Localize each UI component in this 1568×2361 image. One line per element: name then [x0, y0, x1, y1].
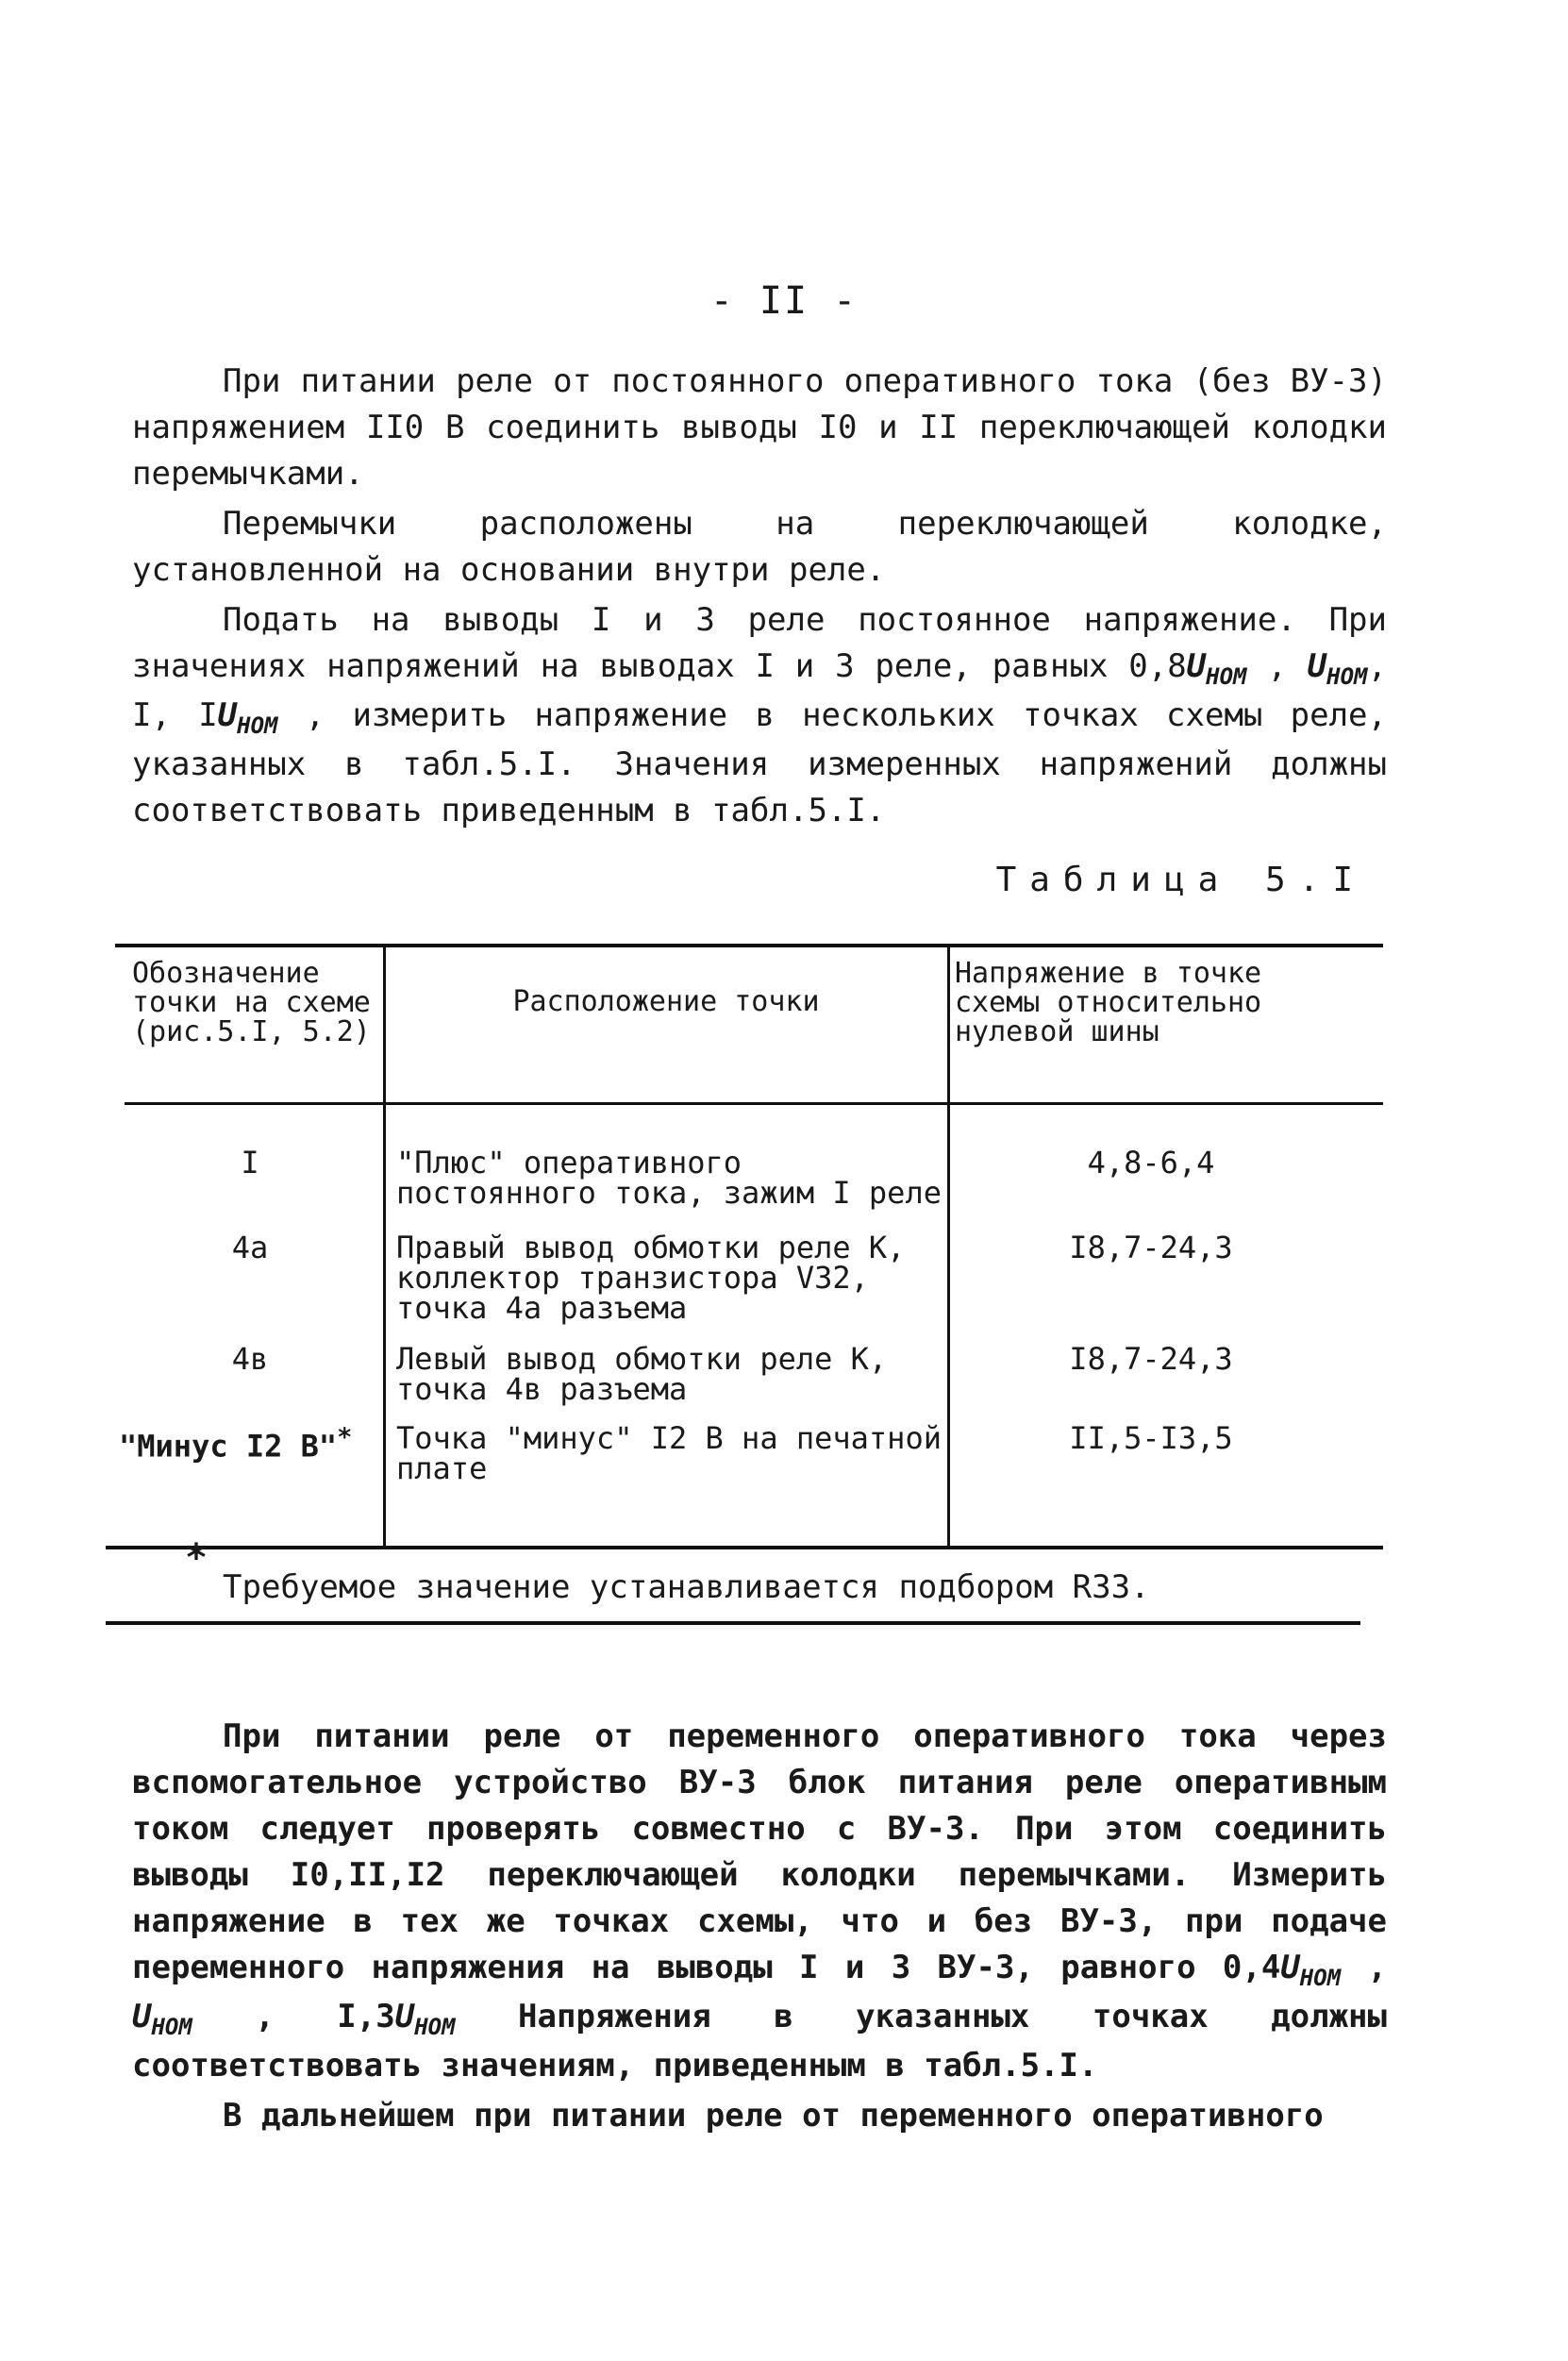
cell-designation: [119, 1423, 383, 1465]
u-symbol: U: [1186, 647, 1207, 685]
page-number: - II -: [709, 279, 859, 323]
u-symbol: U: [132, 1998, 152, 2035]
p4-text-4: Напряжения в указанных точках должны соответствовать значениям, приведенным в табл.5.I.: [132, 1998, 1387, 2085]
table-footnote: Требуемое значение устанавливается подбором R33.: [223, 1568, 1150, 1606]
column-divider-1: [383, 944, 386, 1548]
u-symbol: U: [394, 1998, 415, 2035]
p3-text-1: Подать на выводы I и 3 реле постоянное напряжение. При значениях напряжений на выводах I и 3 реле, равных 0,8: [132, 601, 1387, 685]
column-divider-2: [947, 944, 950, 1548]
p4-text-1: При питании реле от переменного оперативного тока через вспомогательное устройство ВУ-3 блок питания реле оперативным током следует проверять совместно с ВУ-3. При этом соединить выводы I0,II,I2 переключающей колодки перемычками. Измерить напряжение в тех же точках схемы, что и без ВУ-3, при подаче переменного напряжения на выводы I и 3 ВУ-3, равного 0,4: [132, 1717, 1387, 1986]
header-voltage: Напряжение в точке схемы относительно нулевой шины: [955, 957, 1262, 1048]
cell-location: Точка "минус" I2 В на печатной плате: [396, 1420, 942, 1486]
table-caption: Таблица 5.I: [995, 861, 1366, 899]
u-subscript: НОМ: [1206, 663, 1247, 690]
paragraph-dc-supply: При питании реле от постоянного оперативного тока (без ВУ-3) напряжением II0 В соединить выводы I0 и II переключающей колодки перемычками.: [132, 362, 1387, 493]
header-designation: Обозначение точки на схеме (рис.5.I, 5.2): [132, 957, 371, 1048]
cell-designation: 4в: [231, 1341, 269, 1377]
p3-text-3: , I,: [132, 647, 1387, 734]
u-subscript: НОМ: [1326, 663, 1368, 690]
paragraph-ac-supply: [132, 1714, 1387, 2089]
cell-voltage: 4,8-6,4: [1087, 1145, 1215, 1180]
cell-designation: 4а: [231, 1230, 269, 1265]
u-subscript: НОМ: [151, 2014, 192, 2040]
p4-text-2: ,: [1341, 1949, 1387, 1986]
paragraph-continuation: В дальнейшем при питании реле от переменного оперативного: [223, 2097, 1324, 2135]
header-location: Расположение точки: [512, 985, 820, 1018]
cell-voltage: I8,7-24,3: [1069, 1230, 1233, 1265]
designation-text: "Минус I2 В": [119, 1428, 338, 1465]
cell-location: "Плюс" оперативного постоянного тока, зажим I реле: [396, 1145, 942, 1211]
cell-voltage: II,5-I3,5: [1069, 1420, 1233, 1456]
paragraph-measure-dc: [132, 597, 1387, 834]
table-bottom-rule: [106, 1546, 1383, 1549]
u-symbol: U: [1280, 1949, 1300, 1986]
u-symbol: U: [1307, 647, 1327, 685]
u-subscript: НОМ: [414, 2014, 456, 2040]
asterisk-mark: *: [337, 1423, 353, 1452]
table-top-rule: [115, 944, 1383, 947]
footnote-rule: [106, 1621, 1360, 1625]
paragraph-jumpers: Перемычки расположены на переключающей колодке, установленной на основании внутри реле.: [132, 505, 1387, 589]
p3-text-2: ,: [1246, 647, 1308, 685]
p4-text-3: , I,3: [192, 1998, 395, 2035]
footnote-asterisk: *: [185, 1536, 209, 1580]
p3-text-5: , измерить напряжение в нескольких точках схемы реле, указанных в табл.5.I. Значения измеренных напряжений должны соответствовать приведенным в табл.5.I.: [132, 696, 1387, 829]
cell-location: Правый вывод обмотки реле К, коллектор транзистора V32, точка 4а разъема: [396, 1230, 906, 1326]
intro-paragraphs: [132, 359, 1387, 834]
cell-voltage: I8,7-24,3: [1069, 1341, 1233, 1377]
table-header-rule: [125, 1102, 1383, 1105]
p3-text-4: I: [198, 696, 218, 734]
u-symbol: U: [217, 696, 238, 734]
cell-designation: I: [241, 1145, 259, 1180]
u-subscript: НОМ: [237, 712, 278, 739]
cell-location: Левый вывод обмотки реле К, точка 4в разъема: [396, 1341, 888, 1407]
ac-paragraphs: [132, 1714, 1387, 2139]
u-subscript: НОМ: [1299, 1965, 1342, 1991]
